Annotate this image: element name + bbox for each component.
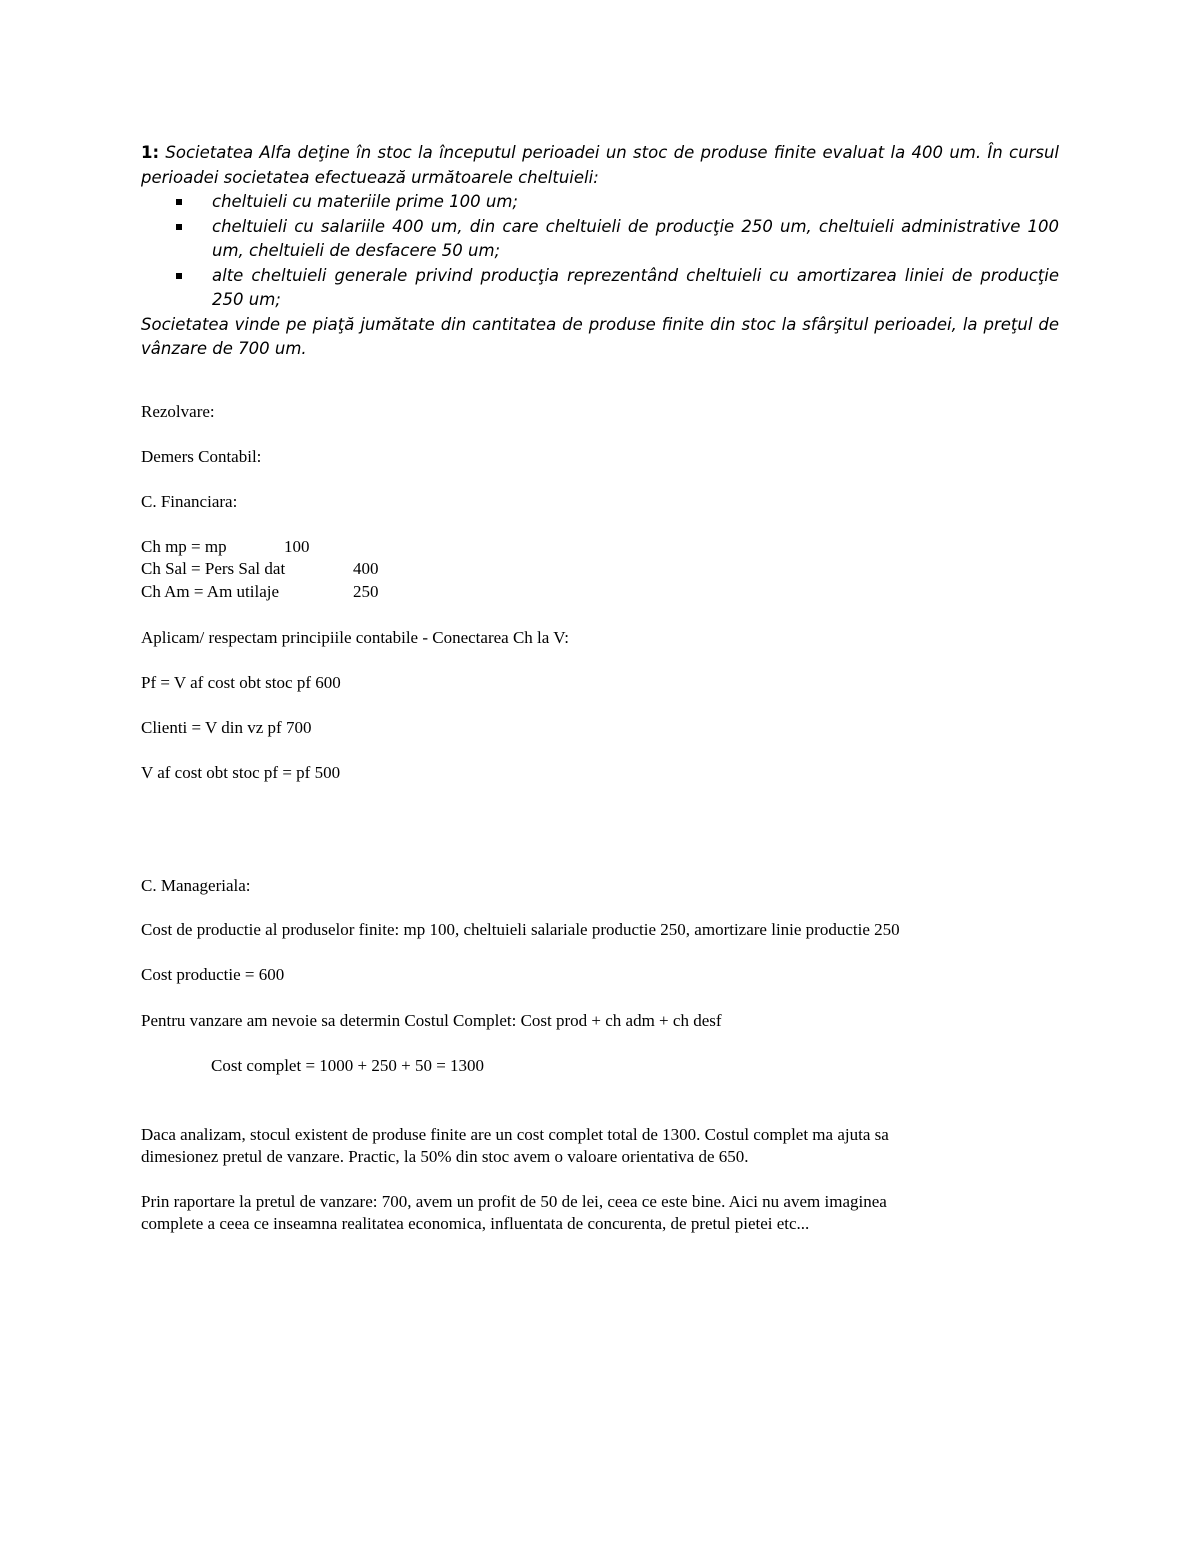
problem-intro <box>141 141 1059 190</box>
expense-item: alte cheltuieli generale privind producţia reprezentând cheltuieli cu amortizarea liniei de producţie 250 um; <box>212 264 1059 313</box>
entry-clienti: Clienti = V din vz pf 700 <box>141 718 312 737</box>
expense-item: cheltuieli cu salariile 400 um, din care cheltuieli de producţie 250 um, cheltuieli administrative 100 um, cheltuieli de desfacere 50 um; <box>212 215 1059 264</box>
expense-item: cheltuieli cu materiile prime 100 um; <box>212 190 1059 215</box>
prin-line-2: complete a ceea ce inseamna realitatea economica, influentata de concurenta, de pretul pietei etc... <box>141 1214 810 1233</box>
daca-line-1: Daca analizam, stocul existent de produse finite are un cost complet total de 1300. Costul complet ma ajuta sa <box>141 1125 889 1144</box>
entry-value: 250 <box>353 582 379 601</box>
problem-intro-text: Societatea Alfa deţine în stoc la începutul perioadei un stoc de produse finite evaluat la 400 um. În cursul perioadei societatea efectuează următoarele cheltuieli: <box>141 143 1059 187</box>
entry-value: 100 <box>284 537 310 556</box>
manageriala-heading: C. Manageriala: <box>141 876 251 895</box>
financiara-heading: C. Financiara: <box>141 492 238 511</box>
pentru-vanzare-text: Pentru vanzare am nevoie sa determin Costul Complet: Cost prod + ch adm + ch desf <box>141 1011 722 1030</box>
prin-line-1: Prin raportare la pretul de vanzare: 700, avem un profit de 50 de lei, ceea ce este bine. Aici nu avem imaginea <box>141 1192 887 1211</box>
entry-label: Ch Sal = Pers Sal dat <box>141 559 286 578</box>
problem-closing: Societatea vinde pe piaţă jumătate din cantitatea de produse finite din stoc la sfârşitul perioadei, la preţul de vânzare de 700 um. <box>141 314 1059 358</box>
principle-text: Aplicam/ respectam principiile contabile - Conectarea Ch la V: <box>141 628 569 647</box>
entry-vaf: V af cost obt stoc pf = pf 500 <box>141 763 341 782</box>
entry-pf: Pf = V af cost obt stoc pf 600 <box>141 673 341 692</box>
cost-complet-formula: Cost complet = 1000 + 250 + 50 = 1300 <box>211 1056 485 1075</box>
daca-line-2: dimesionez pretul de vanzare. Practic, la 50% din stoc avem o valoare orientativa de 650. <box>141 1147 749 1166</box>
cost-productie-result: Cost productie = 600 <box>141 965 285 984</box>
rezolvare-label: Rezolvare: <box>141 402 215 421</box>
journal-entry <box>141 581 1041 603</box>
cost-productie-description: Cost de productie al produselor finite: mp 100, cheltuieli salariale productie 250, amortizare linie productie 250 <box>141 920 900 939</box>
entry-label: Ch Am = Am utilaje <box>141 582 280 601</box>
journal-entry <box>141 558 1041 580</box>
problem-number: 1: <box>141 143 160 162</box>
problem-statement <box>141 141 1059 362</box>
journal-entry <box>141 536 1041 558</box>
entry-label: Ch mp = mp <box>141 537 227 556</box>
entry-value: 400 <box>353 559 379 578</box>
demers-label: Demers Contabil: <box>141 447 262 466</box>
expense-list <box>141 190 1059 313</box>
